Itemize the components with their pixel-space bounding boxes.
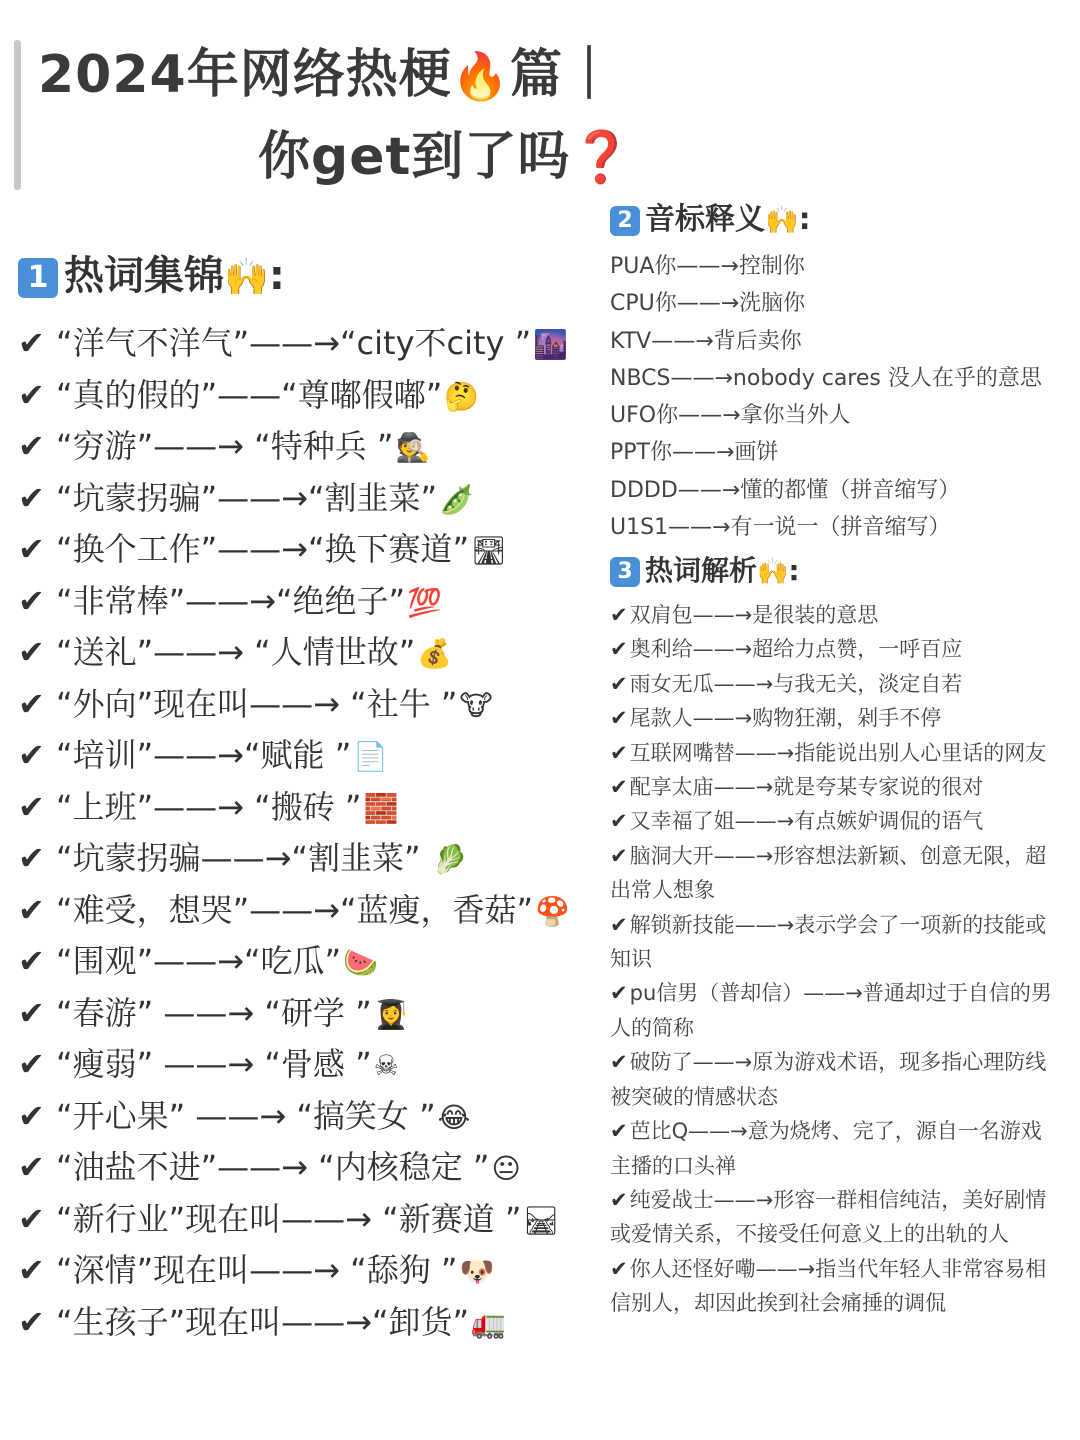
item-emoji-icon: 😐 [491, 1152, 521, 1185]
explanation-text: 你人还怪好嘞——→指当代年轻人非常容易相信别人，却因此挨到社会痛捶的调侃 [610, 1256, 1047, 1316]
check-icon: ✔ [610, 912, 628, 937]
item-emoji-icon: 🛣 [471, 534, 507, 567]
hot-word-text: “送礼”——→ “人情世故” [56, 633, 416, 671]
item-emoji-icon: 🍄 [535, 894, 571, 928]
explanation-text: 解锁新技能——→表示学会了一项新的技能或知识 [610, 912, 1047, 972]
explanation-text: 芭比Q——→意为烧烤、完了，源自一名游戏主播的口头禅 [610, 1119, 1042, 1178]
hot-words-list [18, 318, 570, 1348]
hot-word-text: “真的假的”——“尊嘟假嘟” [56, 375, 443, 414]
list-item [610, 1045, 1062, 1114]
list-item [610, 804, 1062, 838]
check-icon: ✔ [18, 684, 45, 723]
section-3-title: 热词解析 [645, 554, 758, 587]
list-item: U1S1——→有一说一（拼音缩写） [610, 515, 951, 541]
list-item [18, 1091, 570, 1143]
title-suffix: 篇｜ [510, 45, 617, 105]
list-item [18, 782, 570, 834]
hot-word-text: “洋气不洋气”——→“city不city ” [56, 324, 532, 362]
hot-word-explanation-list [610, 598, 1062, 1321]
section-2-colon: : [798, 202, 811, 237]
list-item [18, 1142, 570, 1194]
list-item [18, 1297, 570, 1349]
explanation-text: 互联网嘴替——→指能说出别人心里话的网友 [629, 740, 1047, 765]
hot-word-text: “上班”——→ “搬砖 ” [56, 787, 362, 826]
subtitle-text: 你get到了吗 [258, 127, 571, 187]
raised-hands-icon: 🙌 [224, 257, 269, 298]
hot-word-text: “非常棒”——→“绝绝子” [56, 581, 406, 620]
list-item [610, 976, 1062, 1045]
item-emoji-icon: 🥬 [432, 843, 468, 876]
question-mark-icon: ❓ [570, 128, 634, 186]
number-2-icon: 2 [610, 206, 640, 236]
list-item [610, 598, 1062, 632]
list-item [18, 421, 570, 473]
list-item [18, 524, 570, 576]
check-icon: ✔ [18, 993, 45, 1032]
item-emoji-icon: 🕵 [395, 431, 431, 464]
hot-word-text: “穷游”——→ “特种兵 ” [56, 427, 394, 465]
item-emoji-icon: 💰 [417, 637, 453, 670]
list-item [18, 988, 570, 1040]
check-icon: ✔ [610, 981, 628, 1006]
hot-word-text: “培训”——→“赋能 ” [56, 736, 352, 774]
check-icon: ✔ [18, 839, 45, 877]
hot-word-text: “难受，想哭”——→“蓝瘦，香菇” [56, 890, 534, 929]
section-2-title: 音标释义 [645, 202, 765, 237]
check-icon: ✔ [610, 671, 628, 696]
hot-word-text: “开心果” ——→ “搞笑女 ” [56, 1096, 436, 1135]
check-icon: ✔ [610, 775, 628, 800]
list-item [610, 1252, 1062, 1321]
check-icon: ✔ [18, 633, 45, 671]
hot-word-text: “瘦弱” ——→ “骨感 ” [56, 1045, 372, 1083]
section-3-heading [610, 550, 800, 593]
check-icon: ✔ [18, 1045, 45, 1083]
item-emoji-icon: 🫛 [439, 482, 475, 516]
title-text: 2024年网络热梗 [38, 45, 452, 105]
check-icon: ✔ [18, 1096, 45, 1135]
list-item [18, 627, 570, 679]
section-1-colon: : [268, 253, 285, 299]
explanation-text: 破防了——→原为游戏术语，现多指心理防线被突破的情感状态 [610, 1050, 1047, 1109]
list-item [610, 736, 1062, 770]
item-emoji-icon: ☠ [373, 1049, 399, 1082]
list-item [610, 667, 1062, 701]
check-icon: ✔ [18, 375, 45, 414]
list-item [610, 632, 1062, 666]
list-item: UFO你——→拿你当外人 [610, 403, 851, 429]
check-icon: ✔ [610, 1256, 628, 1281]
check-icon: ✔ [18, 1148, 45, 1186]
list-item: DDDD——→懂的都懂（拼音缩写） [610, 477, 961, 503]
list-item [18, 936, 570, 988]
list-item [18, 473, 570, 525]
list-item [610, 1114, 1062, 1183]
hot-word-text: “生孩子”现在叫——→“卸货” [56, 1302, 470, 1341]
check-icon: ✔ [610, 809, 628, 834]
section-1-title: 热词集锦 [64, 253, 224, 299]
section-3-colon: : [788, 554, 800, 587]
item-emoji-icon: 🐮 [459, 688, 493, 722]
number-1-icon: 1 [18, 258, 58, 298]
hot-word-text: “外向”现在叫——→ “社牛 ” [56, 684, 458, 723]
hot-word-text: “油盐不进”——→ “内核稳定 ” [56, 1148, 490, 1186]
check-icon: ✔ [18, 1199, 45, 1238]
check-icon: ✔ [18, 427, 45, 465]
list-item [18, 576, 570, 628]
check-icon: ✔ [610, 1187, 628, 1212]
raised-hands-icon: 🙌 [757, 557, 789, 586]
fire-icon: 🔥 [451, 49, 511, 103]
item-emoji-icon: 💯 [407, 585, 443, 619]
item-emoji-icon: 🚛 [471, 1306, 507, 1340]
hot-word-text: “春游” ——→ “研学 ” [56, 993, 372, 1032]
item-emoji-icon: 📄 [353, 740, 389, 773]
section-2-heading [610, 198, 811, 243]
item-emoji-icon: 🤔 [444, 379, 480, 413]
check-icon: ✔ [610, 1050, 628, 1075]
check-icon: ✔ [610, 706, 628, 731]
list-item [18, 318, 570, 370]
explanation-text: 双肩包——→是很装的意思 [629, 603, 879, 627]
title-accent-bar [14, 40, 21, 190]
list-item [18, 1039, 570, 1091]
list-item [610, 1183, 1062, 1252]
check-icon: ✔ [18, 530, 45, 568]
item-emoji-icon: 🐶 [459, 1255, 495, 1288]
list-item [18, 1194, 570, 1246]
hot-word-text: “新行业”现在叫——→ “新赛道 ” [56, 1199, 522, 1238]
check-icon: ✔ [610, 843, 628, 868]
check-icon: ✔ [18, 478, 45, 517]
check-icon: ✔ [610, 740, 628, 765]
section-1-heading [18, 248, 285, 306]
list-item [610, 908, 1062, 977]
raised-hands-icon: 🙌 [765, 205, 799, 236]
explanation-text: 脑洞大开——→形容想法新颖、创意无限，超出常人想象 [610, 843, 1047, 903]
explanation-text: 奥利给——→超给力点赞，一呼百应 [629, 637, 963, 662]
check-icon: ✔ [18, 890, 45, 929]
hot-word-text: “坑蒙拐骗——→“割韭菜” [56, 839, 431, 877]
check-icon: ✔ [18, 1251, 45, 1289]
explanation-text: 纯爱战士——→形容一群相信纯洁，美好剧情或爱情关系，不接受任何意义上的出轨的人 [610, 1187, 1047, 1247]
list-item [18, 370, 570, 422]
list-item: PUA你——→控制你 [610, 254, 805, 279]
explanation-text: pu信男（普却信）——→普通却过于自信的男人的简称 [610, 981, 1052, 1040]
item-emoji-icon: 👩‍🎓 [373, 997, 409, 1031]
abbreviation-list [610, 248, 1042, 546]
explanation-text: 配享太庙——→就是夸某专家说的很对 [629, 775, 984, 800]
item-emoji-icon: 😂 [437, 1100, 471, 1134]
list-item [610, 839, 1062, 908]
explanation-text: 尾款人——→购物狂潮，剁手不停 [629, 706, 942, 731]
list-item [18, 833, 570, 885]
item-emoji-icon: 🛤 [523, 1203, 560, 1237]
check-icon: ✔ [18, 1302, 45, 1341]
list-item: CPU你——→洗脑你 [610, 291, 806, 317]
page-title-line-2 [258, 124, 634, 190]
check-icon: ✔ [18, 736, 45, 774]
item-emoji-icon: 🌆 [533, 328, 569, 361]
list-item [18, 1245, 570, 1297]
list-item: KTV——→背后卖你 [610, 328, 802, 354]
hot-word-text: “深情”现在叫——→ “舔狗 ” [56, 1251, 458, 1289]
check-icon: ✔ [18, 787, 45, 826]
hot-word-text: “坑蒙拐骗”——→“割韭菜” [56, 478, 438, 517]
check-icon: ✔ [610, 1119, 628, 1144]
item-emoji-icon: 🧱 [363, 791, 399, 825]
check-icon: ✔ [18, 942, 45, 980]
explanation-text: 又幸福了姐——→有点嫉妒调侃的语气 [629, 809, 984, 834]
check-icon: ✔ [610, 603, 628, 627]
list-item [18, 730, 570, 782]
check-icon: ✔ [18, 324, 45, 362]
hot-word-text: “围观”——→“吃瓜” [56, 942, 342, 980]
item-emoji-icon: 🍉 [343, 946, 379, 979]
list-item [18, 679, 570, 731]
list-item: NBCS——→nobody cares 没人在乎的意思 [610, 365, 1042, 391]
list-item [18, 885, 570, 937]
list-item [610, 770, 1062, 804]
check-icon: ✔ [610, 637, 628, 662]
explanation-text: 雨女无瓜——→与我无关，淡定自若 [629, 671, 963, 696]
page-title-line-1 [38, 42, 616, 109]
hot-word-text: “换个工作”——→“换下赛道” [56, 530, 470, 568]
check-icon: ✔ [18, 581, 45, 620]
list-item [610, 701, 1062, 735]
list-item: PPT你——→画饼 [610, 440, 779, 466]
number-3-icon: 3 [610, 557, 640, 587]
